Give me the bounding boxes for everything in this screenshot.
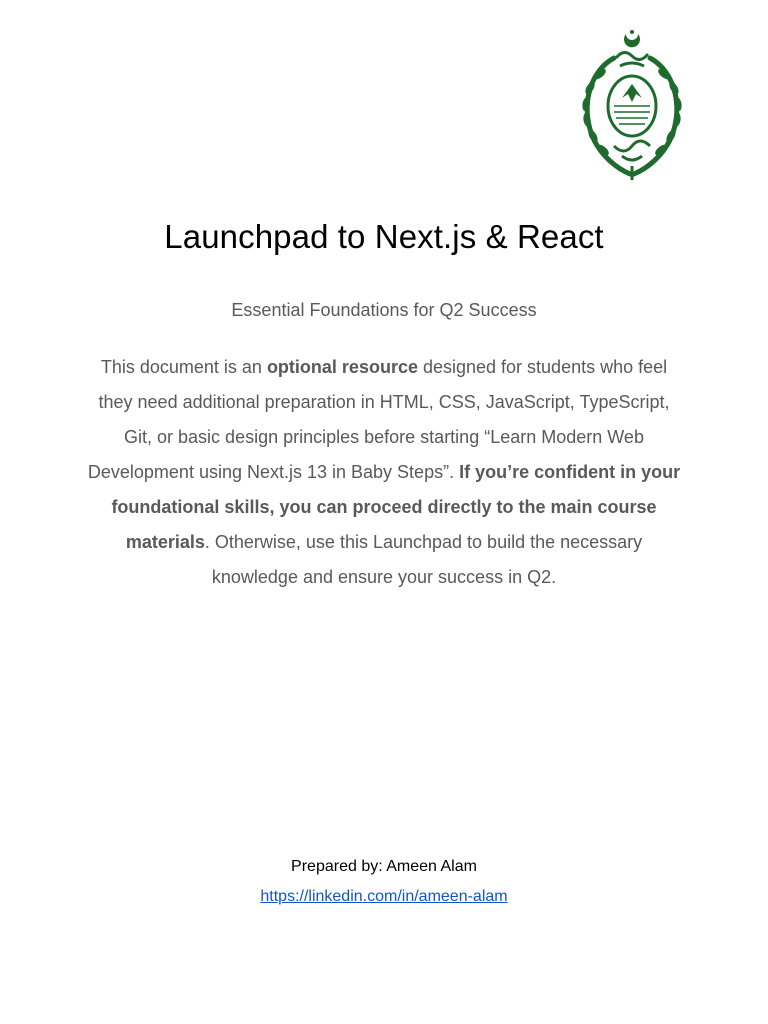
intro-text-part3: . Otherwise, use this Launchpad to build the necessary knowledge and ensure your success in Q2.	[204, 532, 643, 587]
crescent-wreath-emblem-icon	[574, 28, 690, 182]
intro-bold-optional-resource: optional resource	[266, 357, 418, 377]
intro-text-part1: This document is an	[100, 357, 267, 377]
intro-paragraph	[84, 350, 684, 595]
prepared-by: Prepared by: Ameen Alam	[291, 858, 477, 875]
document-title: Launchpad to Next.js & React	[164, 218, 604, 255]
intro-bold-confident: If you’re confident in your foundational skills, you can proceed directly to the main course materials	[111, 462, 681, 552]
document-subtitle: Essential Foundations for Q2 Success	[231, 300, 537, 320]
intro-text-part2: designed for students who feel they need additional preparation in HTML, CSS, JavaScript, TypeScript, Git, or basic design principles before starting “Learn Modern Web Development using Next.js 13 in Baby Steps”.	[87, 357, 670, 482]
linkedin-link[interactable]: https://linkedin.com/in/ameen-alam	[260, 888, 508, 905]
linkedin-link-container	[0, 888, 768, 906]
